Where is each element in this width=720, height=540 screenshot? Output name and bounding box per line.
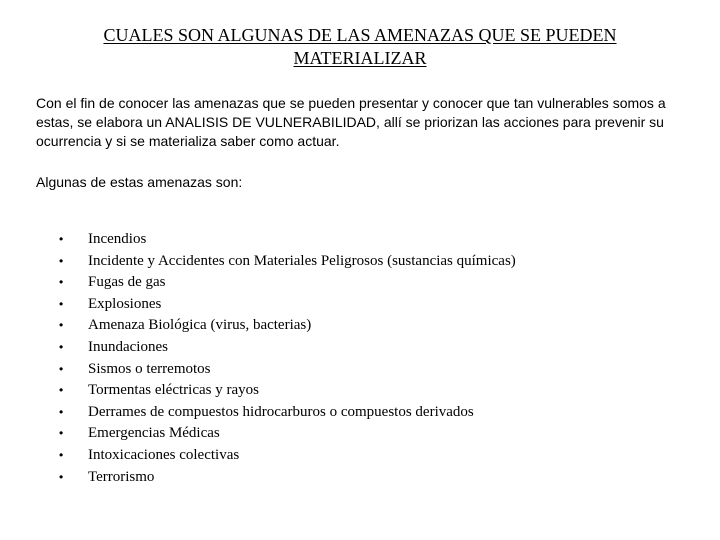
- threat-item-text: Fugas de gas: [88, 274, 166, 291]
- bullet-icon: •: [59, 361, 64, 376]
- bullet-icon: •: [59, 232, 64, 246]
- bullet-icon: •: [59, 318, 64, 333]
- threat-item-text: Inundaciones: [88, 338, 168, 355]
- bullet-icon: •: [59, 275, 64, 290]
- threat-item-text: Derrames de compuestos hidrocarburos o compuestos derivados: [88, 403, 474, 420]
- threat-item-text: Tormentas eléctricas y rayos: [88, 382, 259, 399]
- threat-item-text: Terrorismo: [88, 468, 155, 485]
- bullet-icon: •: [59, 426, 64, 441]
- threat-item-text: Emergencias Médicas: [88, 425, 220, 442]
- bullet-icon: •: [59, 253, 64, 268]
- threat-item-text: Explosiones: [88, 295, 162, 312]
- slide-title: CUALES SON ALGUNAS DE LAS AMENAZAS QUE SE PUEDEN MATERIALIZAR: [103, 25, 617, 68]
- bullet-icon: •: [59, 447, 64, 462]
- bullet-icon: •: [59, 383, 64, 398]
- threat-item-text: Incendios: [88, 231, 147, 247]
- threat-item-text: Incidente y Accidentes con Materiales Peligrosos (sustancias químicas): [88, 252, 516, 269]
- threat-item-text: Sismos o terremotos: [88, 360, 211, 377]
- threat-item-text: Intoxicaciones colectivas: [88, 446, 240, 463]
- bullet-icon: •: [59, 339, 64, 354]
- intro-paragraph: Con el fin de conocer las amenazas que se pueden presentar y conocer que tan vulnerables somos a estas, se elabora un ANALISIS DE VULNERABILIDAD, allí se priorizan las acciones para prevenir su ocurrencia y si se materializa saber como actuar.: [36, 95, 666, 149]
- bullet-icon: •: [59, 404, 64, 419]
- list-lead-text: Algunas de estas amenazas son:: [36, 174, 243, 190]
- bullet-icon: •: [59, 296, 64, 311]
- threat-item-text: Amenaza Biológica (virus, bacterias): [88, 317, 312, 334]
- bullet-icon: •: [59, 469, 64, 484]
